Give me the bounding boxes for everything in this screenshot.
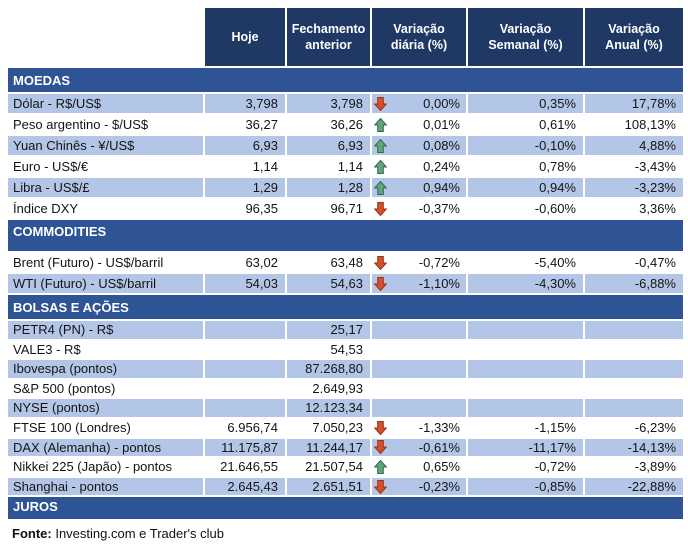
variacao-anual-value: 3,36% bbox=[585, 199, 683, 218]
down-arrow-icon bbox=[374, 202, 387, 216]
variacao-semanal-value: -1,15% bbox=[468, 419, 585, 437]
up-arrow-icon bbox=[374, 118, 387, 132]
hoje-value bbox=[205, 380, 287, 398]
variacao-semanal-value bbox=[468, 321, 585, 339]
variacao-diaria-cell bbox=[372, 439, 468, 457]
table-row[interactable] bbox=[8, 360, 683, 378]
fechamento-value: 63,48 bbox=[287, 253, 372, 272]
section-header bbox=[8, 497, 683, 519]
variacao-diaria-cell bbox=[372, 321, 468, 339]
hoje-value: 11.175,87 bbox=[205, 439, 287, 457]
source-text: Investing.com e Trader's club bbox=[51, 526, 225, 542]
section-title: MOEDAS bbox=[13, 72, 71, 88]
variacao-anual-value: 4,88% bbox=[585, 136, 683, 155]
hoje-value bbox=[205, 360, 287, 378]
up-arrow-icon bbox=[374, 160, 387, 174]
section-rows bbox=[8, 321, 683, 495]
fechamento-value: 2.651,51 bbox=[287, 478, 372, 496]
table-row[interactable] bbox=[8, 341, 683, 359]
table-header-row bbox=[8, 8, 683, 66]
section-rows bbox=[8, 94, 683, 218]
table-row[interactable] bbox=[8, 178, 683, 197]
variacao-diaria-value: -0,37% bbox=[418, 201, 460, 216]
variacao-anual-value bbox=[585, 380, 683, 398]
section-title: JUROS bbox=[13, 499, 58, 515]
section-rows bbox=[8, 253, 683, 293]
variacao-diaria-cell bbox=[372, 136, 468, 155]
variacao-semanal-value: -0,10% bbox=[468, 136, 585, 155]
variacao-semanal-value: 0,35% bbox=[468, 94, 585, 113]
fechamento-value: 1,14 bbox=[287, 157, 372, 176]
variacao-anual-value: -0,47% bbox=[585, 253, 683, 272]
variacao-semanal-value: -11,17% bbox=[468, 439, 585, 457]
market-summary-table bbox=[8, 8, 683, 541]
fechamento-value: 6,93 bbox=[287, 136, 372, 155]
table-sections bbox=[8, 68, 683, 519]
fechamento-value: 87.268,80 bbox=[287, 360, 372, 378]
header-corner-spacer bbox=[8, 8, 205, 66]
down-arrow-icon bbox=[374, 421, 387, 435]
variacao-semanal-value: -0,60% bbox=[468, 199, 585, 218]
table-row[interactable] bbox=[8, 94, 683, 113]
variacao-diaria-cell bbox=[372, 178, 468, 197]
table-row[interactable] bbox=[8, 458, 683, 476]
down-arrow-icon bbox=[374, 440, 387, 454]
hoje-value bbox=[205, 321, 287, 339]
row-label: Libra - US$/£ bbox=[8, 178, 205, 197]
variacao-semanal-value: 0,78% bbox=[468, 157, 585, 176]
variacao-diaria-cell bbox=[372, 419, 468, 437]
variacao-semanal-value bbox=[468, 341, 585, 359]
hoje-value: 6.956,74 bbox=[205, 419, 287, 437]
source-label: Fonte: bbox=[12, 526, 52, 542]
row-label: NYSE (pontos) bbox=[8, 399, 205, 417]
hoje-value: 1,14 bbox=[205, 157, 287, 176]
table-row[interactable] bbox=[8, 439, 683, 457]
row-label: S&P 500 (pontos) bbox=[8, 380, 205, 398]
column-header-3: Variação diária (%) bbox=[372, 8, 468, 66]
section-title: COMMODITIES bbox=[13, 224, 107, 239]
down-arrow-icon bbox=[374, 480, 387, 494]
column-header-1: Hoje bbox=[205, 8, 287, 66]
variacao-diaria-cell bbox=[372, 399, 468, 417]
variacao-diaria-value: 0,24% bbox=[423, 159, 460, 174]
fechamento-value: 7.050,23 bbox=[287, 419, 372, 437]
fechamento-value: 54,53 bbox=[287, 341, 372, 359]
variacao-diaria-value: -0,72% bbox=[418, 255, 460, 270]
table-row[interactable] bbox=[8, 157, 683, 176]
variacao-diaria-cell bbox=[372, 478, 468, 496]
hoje-value bbox=[205, 341, 287, 359]
table-row[interactable] bbox=[8, 136, 683, 155]
row-label: Shanghai - pontos bbox=[8, 478, 205, 496]
hoje-value: 96,35 bbox=[205, 199, 287, 218]
section-title: BOLSAS E AÇÕES bbox=[13, 299, 129, 315]
up-arrow-icon bbox=[374, 139, 387, 153]
variacao-anual-value bbox=[585, 341, 683, 359]
row-label: Índice DXY bbox=[8, 199, 205, 218]
variacao-anual-value bbox=[585, 360, 683, 378]
table-row[interactable] bbox=[8, 478, 683, 496]
variacao-semanal-value: 0,94% bbox=[468, 178, 585, 197]
variacao-semanal-value: -0,85% bbox=[468, 478, 585, 496]
variacao-anual-value: -3,43% bbox=[585, 157, 683, 176]
variacao-diaria-value: -1,10% bbox=[418, 276, 460, 291]
variacao-anual-value: -3,23% bbox=[585, 178, 683, 197]
variacao-semanal-value: -0,72% bbox=[468, 458, 585, 476]
row-label: DAX (Alemanha) - pontos bbox=[8, 439, 205, 457]
hoje-value: 6,93 bbox=[205, 136, 287, 155]
variacao-diaria-value: 0,01% bbox=[423, 117, 460, 132]
variacao-anual-value: -22,88% bbox=[585, 478, 683, 496]
variacao-diaria-value: -0,61% bbox=[418, 439, 460, 455]
fechamento-value: 36,26 bbox=[287, 115, 372, 134]
row-label: Peso argentino - $/US$ bbox=[8, 115, 205, 134]
row-label: Brent (Futuro) - US$/barril bbox=[8, 253, 205, 272]
hoje-value: 63,02 bbox=[205, 253, 287, 272]
variacao-anual-value bbox=[585, 399, 683, 417]
variacao-semanal-value: 0,61% bbox=[468, 115, 585, 134]
fechamento-value: 96,71 bbox=[287, 199, 372, 218]
variacao-anual-value: 17,78% bbox=[585, 94, 683, 113]
hoje-value: 54,03 bbox=[205, 274, 287, 293]
row-label: Yuan Chinês - ¥/US$ bbox=[8, 136, 205, 155]
variacao-semanal-value: -4,30% bbox=[468, 274, 585, 293]
hoje-value: 1,29 bbox=[205, 178, 287, 197]
variacao-diaria-value: 0,65% bbox=[423, 459, 460, 475]
table-row[interactable] bbox=[8, 399, 683, 417]
variacao-semanal-value bbox=[468, 399, 585, 417]
table-row[interactable] bbox=[8, 274, 683, 293]
variacao-anual-value: -3,89% bbox=[585, 458, 683, 476]
variacao-anual-value bbox=[585, 321, 683, 339]
hoje-value bbox=[205, 399, 287, 417]
variacao-diaria-cell bbox=[372, 360, 468, 378]
fechamento-value: 3,798 bbox=[287, 94, 372, 113]
variacao-diaria-cell bbox=[372, 199, 468, 218]
row-label: Dólar - R$/US$ bbox=[8, 94, 205, 113]
variacao-semanal-value bbox=[468, 380, 585, 398]
up-arrow-icon bbox=[374, 181, 387, 195]
row-label: Euro - US$/€ bbox=[8, 157, 205, 176]
column-header-5: Variação Anual (%) bbox=[585, 8, 683, 66]
fechamento-value: 25,17 bbox=[287, 321, 372, 339]
variacao-diaria-cell bbox=[372, 341, 468, 359]
variacao-anual-value: 108,13% bbox=[585, 115, 683, 134]
hoje-value: 21.646,55 bbox=[205, 458, 287, 476]
variacao-diaria-cell bbox=[372, 253, 468, 272]
fechamento-value: 21.507,54 bbox=[287, 458, 372, 476]
section-header bbox=[8, 295, 683, 319]
variacao-anual-value: -6,23% bbox=[585, 419, 683, 437]
fechamento-value: 1,28 bbox=[287, 178, 372, 197]
section-header bbox=[8, 220, 683, 251]
variacao-diaria-cell bbox=[372, 380, 468, 398]
table-row[interactable] bbox=[8, 199, 683, 218]
row-label: Nikkei 225 (Japão) - pontos bbox=[8, 458, 205, 476]
row-label: Ibovespa (pontos) bbox=[8, 360, 205, 378]
down-arrow-icon bbox=[374, 256, 387, 270]
up-arrow-icon bbox=[374, 460, 387, 474]
table-row[interactable] bbox=[8, 253, 683, 272]
hoje-value: 3,798 bbox=[205, 94, 287, 113]
column-header-4: Variação Semanal (%) bbox=[468, 8, 585, 66]
source-note bbox=[8, 526, 683, 541]
fechamento-value: 12.123,34 bbox=[287, 399, 372, 417]
row-label: FTSE 100 (Londres) bbox=[8, 419, 205, 437]
table-row[interactable] bbox=[8, 380, 683, 398]
variacao-diaria-cell bbox=[372, 157, 468, 176]
section-header bbox=[8, 68, 683, 92]
variacao-diaria-value: 0,08% bbox=[423, 138, 460, 153]
variacao-semanal-value: -5,40% bbox=[468, 253, 585, 272]
fechamento-value: 11.244,17 bbox=[287, 439, 372, 457]
column-header-2: Fechamento anterior bbox=[287, 8, 372, 66]
table-row[interactable] bbox=[8, 321, 683, 339]
variacao-diaria-cell bbox=[372, 274, 468, 293]
variacao-diaria-value: -0,23% bbox=[418, 478, 460, 494]
variacao-diaria-cell bbox=[372, 94, 468, 113]
variacao-diaria-value: 0,94% bbox=[423, 180, 460, 195]
table-row[interactable] bbox=[8, 115, 683, 134]
variacao-diaria-cell bbox=[372, 458, 468, 476]
variacao-diaria-cell bbox=[372, 115, 468, 134]
variacao-diaria-value: 0,00% bbox=[423, 96, 460, 111]
variacao-anual-value: -14,13% bbox=[585, 439, 683, 457]
variacao-anual-value: -6,88% bbox=[585, 274, 683, 293]
variacao-semanal-value bbox=[468, 360, 585, 378]
hoje-value: 2.645,43 bbox=[205, 478, 287, 496]
down-arrow-icon bbox=[374, 97, 387, 111]
variacao-diaria-value: -1,33% bbox=[418, 419, 460, 435]
row-label: PETR4 (PN) - R$ bbox=[8, 321, 205, 339]
table-row[interactable] bbox=[8, 419, 683, 437]
hoje-value: 36,27 bbox=[205, 115, 287, 134]
row-label: VALE3 - R$ bbox=[8, 341, 205, 359]
fechamento-value: 2.649,93 bbox=[287, 380, 372, 398]
down-arrow-icon bbox=[374, 277, 387, 291]
fechamento-value: 54,63 bbox=[287, 274, 372, 293]
row-label: WTI (Futuro) - US$/barril bbox=[8, 274, 205, 293]
